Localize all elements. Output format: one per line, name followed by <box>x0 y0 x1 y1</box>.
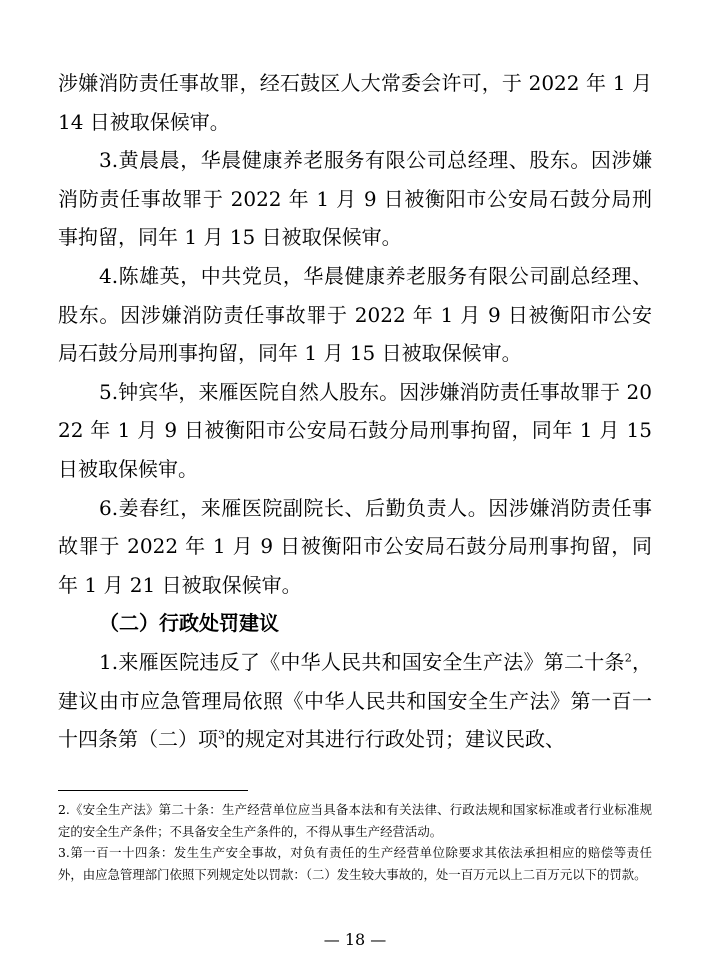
footnote-ref-2: 2 <box>624 651 632 665</box>
footnote-3: 3.第一百一十四条：发生生产安全事故，对负有责任的生产经营单位除要求其依法承担相应的赔偿等责任外，由应急管理部门依照下列规定处以罚款：（二）发生较大事故的，处一百万元以上二百万元以下的罚款。 <box>58 845 652 882</box>
footnote-ref-3: 3 <box>218 728 225 742</box>
section-heading: （二）行政处罚建议 <box>99 611 279 636</box>
paragraph-item-4: 4.陈雄英，中共党员，华晨健康养老服务有限公司副总经理、股东。因涉嫌消防责任事故罪于 2022 年 1 月 9 日被衡阳市公安局石鼓分局刑事拘留，同年 1 月 15 日被取保候审。 <box>58 263 652 366</box>
paragraph-item-6: 6.姜春红，来雁医院副院长、后勤负责人。因涉嫌消防责任事故罪于 2022 年 1 月 9 日被衡阳市公安局石鼓分局刑事拘留，同年 1 月 21 日被取保候审。 <box>58 495 652 597</box>
penalty-text-part-2: ，建议由市应急管理局依照《中华人民共和国安全生产法》第一百一十四条第（二）项 <box>58 649 652 752</box>
penalty-text-part-3: 的规定对其进行行政处罚；建议民政、 <box>225 727 565 752</box>
penalty-text-part-1: 1.来雁医院违反了《中华人民共和国安全生产法》第二十条 <box>99 649 625 674</box>
paragraph-continuation: 涉嫌消防责任事故罪，经石鼓区人大常委会许可，于 2022 年 1 月 14 日被取保候审。 <box>58 71 652 134</box>
page-number: — 18 — <box>323 930 387 949</box>
footnote-2: 2.《安全生产法》第二十条：生产经营单位应当具备本法和有关法律、行政法规和国家标准或者行业标准规定的安全生产条件；不具备安全生产条件的，不得从事生产经营活动。 <box>58 802 652 839</box>
footnote-divider <box>58 790 248 791</box>
paragraph-penalty-1 <box>58 643 652 759</box>
document-body <box>58 64 652 759</box>
paragraph-item-3: 3.黄晨晨，华晨健康养老服务有限公司总经理、股东。因涉嫌消防责任事故罪于 2022 年 1 月 9 日被衡阳市公安局石鼓分局刑事拘留，同年 1 月 15 日被取保候审。 <box>58 148 652 250</box>
paragraph-item-5: 5.钟宾华，来雁医院自然人股东。因涉嫌消防责任事故罪于 2022 年 1 月 9 日被衡阳市公安局石鼓分局刑事拘留，同年 1 月 15 日被取保候审。 <box>58 379 652 481</box>
footnotes <box>58 799 652 885</box>
